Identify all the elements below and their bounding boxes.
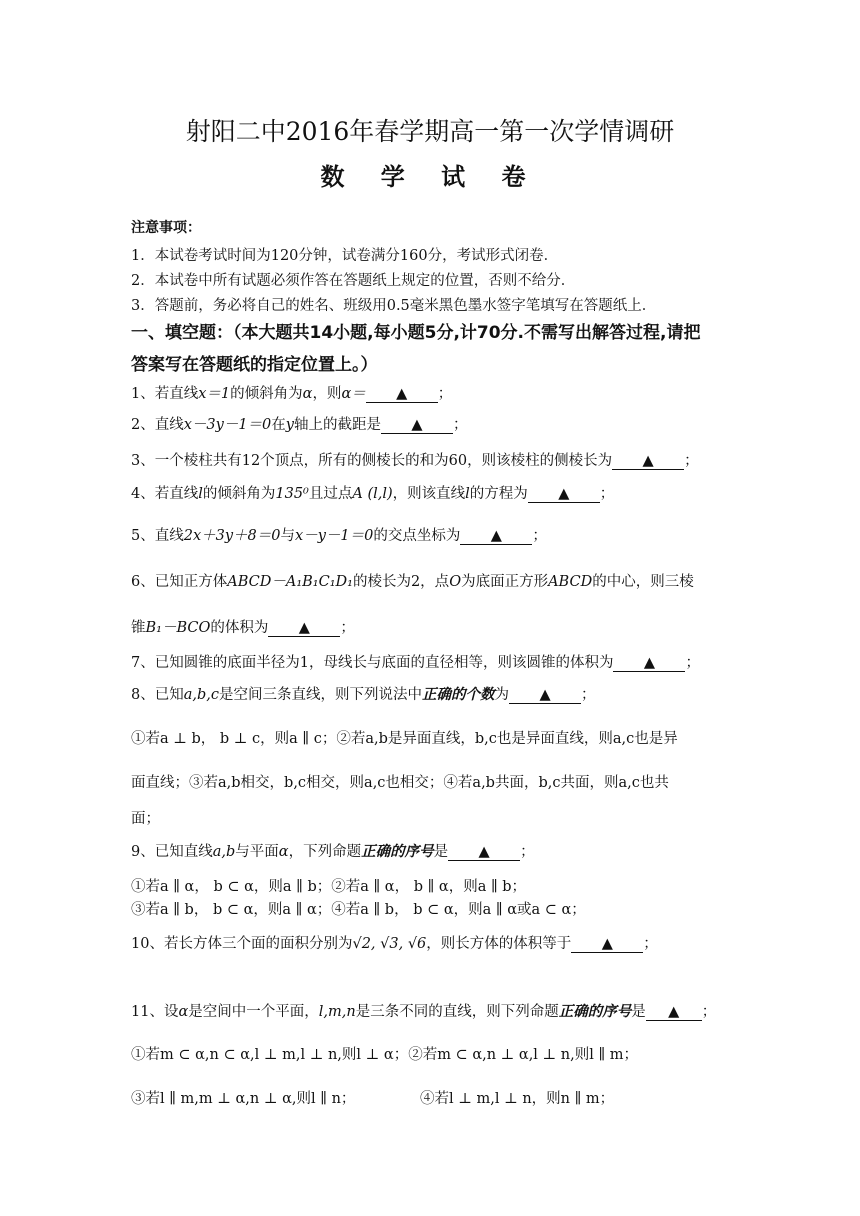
q2-text-2: 在 [271,417,286,433]
q10-math: √2, √3, √6 [352,936,427,952]
question-8 [131,683,596,704]
question-7 [131,651,700,672]
q6-text: 6、已知正方体 [131,574,228,590]
answer-blank: ▲ [448,844,520,861]
q1-text-3: ，则 [312,386,342,402]
answer-blank: ▲ [646,1004,702,1021]
q4-math: l [198,486,203,502]
q1-end: ； [437,386,453,402]
q9-math-2: α [278,844,289,860]
question-6-line-2 [131,616,355,637]
q9-text: 9、已知直线 [131,844,213,860]
answer-blank: ▲ [268,620,340,637]
q8-text-2: 是空间三条直线，则下列说法中 [219,687,423,703]
q3-end: ； [684,453,699,469]
q7-text: 7、已知圆锥的底面半径为1，母线长与底面的直径相等，则该圆锥的体积为 [131,655,614,671]
q11-emphasis: 正确的序号 [558,1004,632,1020]
q11-options-line-2b: ④若l ⊥ m,l ⊥ n，则n ∥ m； [420,1091,615,1107]
notice-heading: 注意事项： [131,220,201,236]
q4-math-3: A (l,l) [352,486,393,502]
q6-math: ABCD－A₁B₁C₁D₁ [227,574,353,590]
answer-blank: ▲ [381,417,453,434]
q10-end: ； [643,936,658,952]
q10-text-2: ，则长方体的体积等于 [426,936,572,952]
q11-math: α [178,1004,189,1020]
notice-item-3: 3．答题前，务必将自己的姓名、班级用0.5毫米黑色墨水签字笔填写在答题纸上． [131,298,657,314]
q9-options-line-1: ①若a ∥ α， b ⊂ α，则a ∥ b；②若a ∥ α， b ∥ α，则a ∥ b； [131,879,527,895]
notice-item-1: 1．本试卷考试时间为120分钟，试卷满分160分，考试形式闭卷． [131,248,559,264]
q4-text-4: ，则该直线 [392,486,466,502]
q8-math: a,b,c [183,687,220,703]
q9-text-3: ，下列命题 [288,844,362,860]
q8-options-line-3: 面； [131,811,160,827]
q9-text-4: 是 [433,844,449,860]
q6-text-3: 为底面正方形 [461,574,549,590]
q4-math-4: l [465,486,470,502]
q11-math-2: l,m,n [318,1004,356,1020]
q4-end: ； [599,486,615,502]
q6-math-3: ABCD [548,574,593,590]
exam-subtitle: 数 学 试 卷 [320,163,540,191]
section-heading-line-2: 答案写在答题纸的指定位置上。） [131,355,378,375]
q10-text: 10、若长方体三个面的面积分别为 [131,936,353,952]
q9-emphasis: 正确的序号 [361,844,434,860]
question-5 [131,524,547,545]
question-9 [131,840,535,861]
answer-blank: ▲ [528,486,600,503]
q8-text-3: 为 [494,687,510,703]
q4-text: 4、若直线 [131,486,199,502]
q8-options-line-1: ①若a ⊥ b， b ⊥ c，则a ∥ c；②若a,b是异面直线，b,c也是异面直线，则a,c也是异 [131,731,678,747]
section-heading-line-1: 一、填空题：（本大题共14小题,每小题5分,计70分.不需写出解答过程,请把 [131,323,701,343]
question-10 [131,932,658,953]
answer-blank: ▲ [366,386,438,403]
q4-text-5: 的方程为 [469,486,528,502]
q2-text-3: 轴上的截距是 [293,417,381,433]
q6-math-2: O [449,574,462,590]
q8-options-line-2: 面直线；③若a,b相交，b,c相交，则a,c也相交；④若a,b共面，b,c共面，则a,c也共 [131,775,669,791]
question-1 [131,382,452,403]
q11-text: 11、设 [131,1004,179,1020]
q4-math-2: 135⁰ [275,486,309,502]
q1-text-2: 的倾斜角为 [230,386,303,402]
q11-text-4: 是 [631,1004,646,1020]
q8-end: ； [581,687,596,703]
q9-math: a,b [212,844,236,860]
q5-text: 5、直线 [131,528,184,544]
q4-text-3: 且过点 [308,486,353,502]
q1-math-2: α [302,386,313,402]
question-3 [131,449,699,470]
answer-blank: ▲ [571,936,643,953]
question-2 [131,413,467,434]
q5-text-2: 与 [280,528,296,544]
q8-emphasis: 正确的个数 [422,687,495,703]
q6-text-5: 锥 [131,620,146,636]
q11-text-2: 是空间中一个平面， [188,1004,319,1020]
q6-text-4: 的中心，则三棱 [592,574,694,590]
q1-math: x＝1 [198,386,231,402]
q2-text: 2、直线 [131,417,184,433]
answer-blank: ▲ [509,687,581,704]
exam-title: 射阳二中2016年春学期高一第一次学情调研 [185,117,675,146]
q3-text: 3、一个棱柱共有12个顶点，所有的侧棱长的和为60，则该棱柱的侧棱长为 [131,453,613,469]
answer-blank: ▲ [613,655,685,672]
question-11 [131,1000,716,1021]
answer-blank: ▲ [460,528,532,545]
q1-text: 1、若直线 [131,386,199,402]
q9-end: ； [520,844,535,860]
q2-math: x－3y－1＝0 [183,417,272,433]
q9-text-2: 与平面 [235,844,279,860]
question-4 [131,482,614,503]
q2-math-2: y [285,417,294,433]
notice-item-2: 2．本试卷中所有试题必须作答在答题纸上规定的位置，否则不给分． [131,273,576,289]
q7-end: ； [685,655,700,671]
q5-end: ； [532,528,547,544]
question-6-line-1 [131,570,694,591]
q6-math-4: B₁－BCO [145,620,211,636]
answer-blank: ▲ [612,453,684,470]
q5-math: 2x＋3y＋8＝0 [183,528,281,544]
q2-end: ； [452,417,468,433]
q11-options-line-1: ①若m ⊂ α,n ⊂ α,l ⊥ m,l ⊥ n,则l ⊥ α；②若m ⊂ α,n ⊥ α,l ⊥ n,则l ∥ m； [131,1047,639,1063]
q9-options-line-2: ③若a ∥ b， b ⊂ α，则a ∥ α；④若a ∥ b， b ⊂ α，则a ∥ α或a ⊂ α； [131,902,586,918]
q11-end: ； [701,1004,717,1020]
q6-text-2: 的棱长为2，点 [352,574,450,590]
q1-math-3: α＝ [341,386,366,402]
q11-options-line-2a: ③若l ∥ m,m ⊥ α,n ⊥ α,则l ∥ n； [131,1091,356,1107]
q8-text: 8、已知 [131,687,184,703]
q5-math-2: x－y－1＝0 [295,528,374,544]
q4-text-2: 的倾斜角为 [202,486,276,502]
q6-end: ； [340,620,355,636]
q5-text-3: 的交点坐标为 [373,528,461,544]
q11-text-3: 是三条不同的直线，则下列命题 [355,1004,559,1020]
q6-text-6: 的体积为 [210,620,269,636]
